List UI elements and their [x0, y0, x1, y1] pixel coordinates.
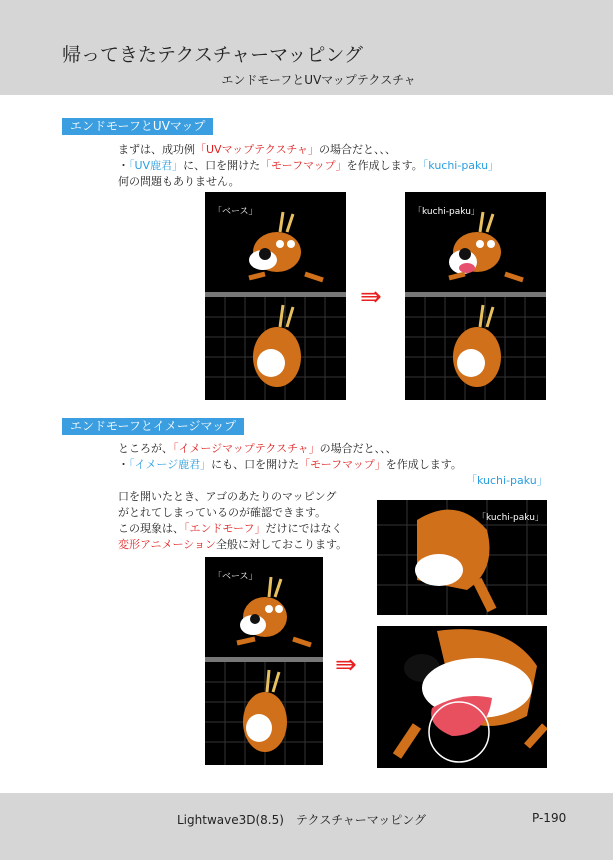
section-heading-image: エンドモーフとイメージマップ	[62, 418, 244, 435]
grid-viewport	[205, 662, 323, 765]
section2-line2: ・「イメージ鹿君」にも、口を開けた「モーフマップ」を作成します。	[118, 458, 462, 471]
grid-viewport	[205, 297, 346, 400]
screenshot-base-image	[205, 557, 323, 765]
page-title: 帰ってきたテクスチャーマッピング	[62, 44, 363, 66]
page-number: P-190	[532, 811, 567, 825]
section2-kuchi-tag: 「kuchi-paku」	[466, 474, 548, 487]
section1-line2: ・「UV鹿君」に、口を開けた「モーフマップ」を作成します。「kuchi-paku」	[118, 159, 500, 172]
page-footer	[0, 793, 613, 860]
grid-viewport	[405, 297, 546, 400]
label-base: 「ベース」	[213, 207, 258, 217]
arrow-icon: ⇛	[360, 282, 382, 312]
footer-title: Lightwave3D(8.5) テクスチャーマッピング	[177, 813, 427, 827]
label-base: 「ベース」	[213, 572, 258, 582]
arrow-icon: ⇛	[335, 650, 357, 680]
label-kuchi-paku: 「kuchi-paku」	[413, 207, 480, 217]
section2-para3: この現象は、「エンドモーフ」だけにではなく	[118, 522, 343, 535]
page-subtitle: エンドモーフとUVマップテクスチャ	[221, 73, 416, 87]
section-heading-uv: エンドモーフとUVマップ	[62, 118, 213, 135]
section2-para1: 口を開いたとき、アゴのあたりのマッピング	[118, 490, 337, 503]
section1-line1: まずは、成功例「UVマップテクスチャ」の場合だと、、、	[118, 143, 397, 156]
label-kuchi-paku: 「kuchi-paku」	[477, 513, 544, 523]
section2-para2: がとれてしまっているのが確認できます。	[118, 506, 327, 519]
closeup-closed-mouth	[377, 500, 547, 615]
screenshot-kuchi-uv	[405, 192, 546, 400]
section1-line3: 何の問題もありません。	[118, 175, 240, 188]
deer-closeup-open	[377, 626, 547, 768]
screenshot-base-uv	[205, 192, 346, 400]
closeup-open-mouth	[377, 626, 547, 768]
section2-line1: ところが、「イメージマップテクスチャ」の場合だと、、、	[118, 442, 397, 455]
page-header	[0, 0, 613, 95]
section2-para4: 変形アニメーション全般に対しておこります。	[118, 538, 348, 551]
